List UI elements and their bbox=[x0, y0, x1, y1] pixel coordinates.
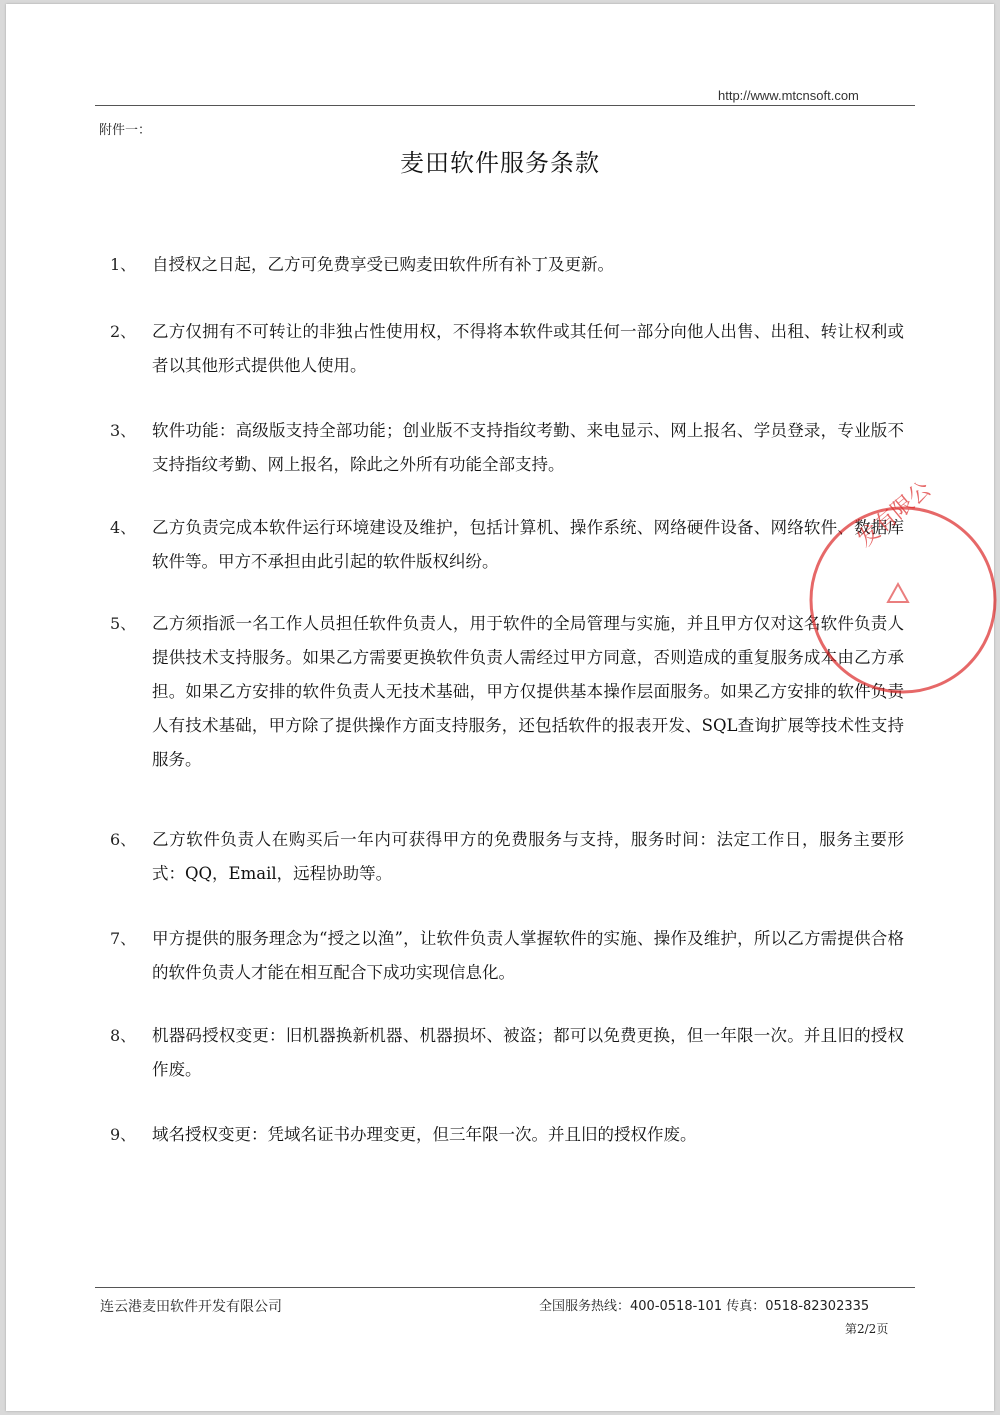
document-title: 麦田软件服务条款 bbox=[400, 149, 600, 177]
clause-text: 域名授权变更：凭域名证书办理变更，但三年限一次。并且旧的授权作废。 bbox=[152, 1125, 697, 1144]
footer-rule bbox=[95, 1287, 915, 1288]
seal-char: 发有限公 bbox=[852, 476, 937, 553]
clause-number: 1、 bbox=[110, 255, 137, 274]
clause-text: 自授权之日起，乙方可免费享受已购麦田软件所有补丁及更新。 bbox=[152, 255, 614, 274]
clause-number: 5、 bbox=[110, 614, 137, 633]
footer-contact: 全国服务热线：400-0518-101 传真：0518-82302335 bbox=[539, 1299, 870, 1314]
clause-number: 9、 bbox=[110, 1125, 137, 1144]
clause-text: 机器码授权变更：旧机器换新机器、机器损坏、被盗；都可以免费更换，但一年限一次。并且旧的授权作废。 bbox=[152, 1026, 904, 1079]
footer-company: 连云港麦田软件开发有限公司 bbox=[100, 1299, 282, 1315]
clause-text: 软件功能：高级版支持全部功能；创业版不支持指纹考勤、来电显示、网上报名、学员登录，专业版不支持指纹考勤、网上报名，除此之外所有功能全部支持。 bbox=[152, 421, 904, 474]
clause-text: 乙方软件负责人在购买后一年内可获得甲方的免费服务与支持，服务时间：法定工作日，服务主要形式：QQ，Email，远程协助等。 bbox=[152, 830, 904, 883]
clause-text: 乙方须指派一名工作人员担任软件负责人，用于软件的全局管理与实施，并且甲方仅对这名软件负责人提供技术支持服务。如果乙方需要更换软件负责人需经过甲方同意，否则造成的重复服务成本由乙方承担。如果乙方安排的软件负责人无技术基础，甲方仅提供基本操作层面服务。如果乙方安排的软件负责人有技术基础，甲方除了提供操作方面支持服务，还包括软件的报表开发、SQL查询扩展等技术性支持服务。 bbox=[152, 614, 904, 769]
clause-text: 甲方提供的服务理念为“授之以渔”，让软件负责人掌握软件的实施、操作及维护，所以乙方需提供合格的软件负责人才能在相互配合下成功实现信息化。 bbox=[152, 929, 904, 982]
clause-number: 8、 bbox=[110, 1026, 137, 1045]
clause-number: 7、 bbox=[110, 929, 137, 948]
clause-number: 3、 bbox=[110, 421, 137, 440]
clause-text: 乙方负责完成本软件运行环境建设及维护，包括计算机、操作系统、网络硬件设备、网络软件、数据库软件等。甲方不承担由此引起的软件版权纠纷。 bbox=[152, 518, 904, 571]
clause-text: 乙方仅拥有不可转让的非独占性使用权，不得将本软件或其任何一部分向他人出售、出租、转让权利或者以其他形式提供他人使用。 bbox=[152, 322, 904, 375]
attachment-label: 附件一： bbox=[99, 123, 152, 138]
header-rule bbox=[95, 105, 915, 106]
page-number: 第2/2页 bbox=[845, 1322, 889, 1336]
clause-number: 6、 bbox=[110, 830, 137, 849]
clause-number: 4、 bbox=[110, 518, 137, 537]
clause-number: 2、 bbox=[110, 322, 137, 341]
header-url: http://www.mtcnsoft.com bbox=[718, 88, 859, 103]
company-seal bbox=[793, 476, 1000, 720]
